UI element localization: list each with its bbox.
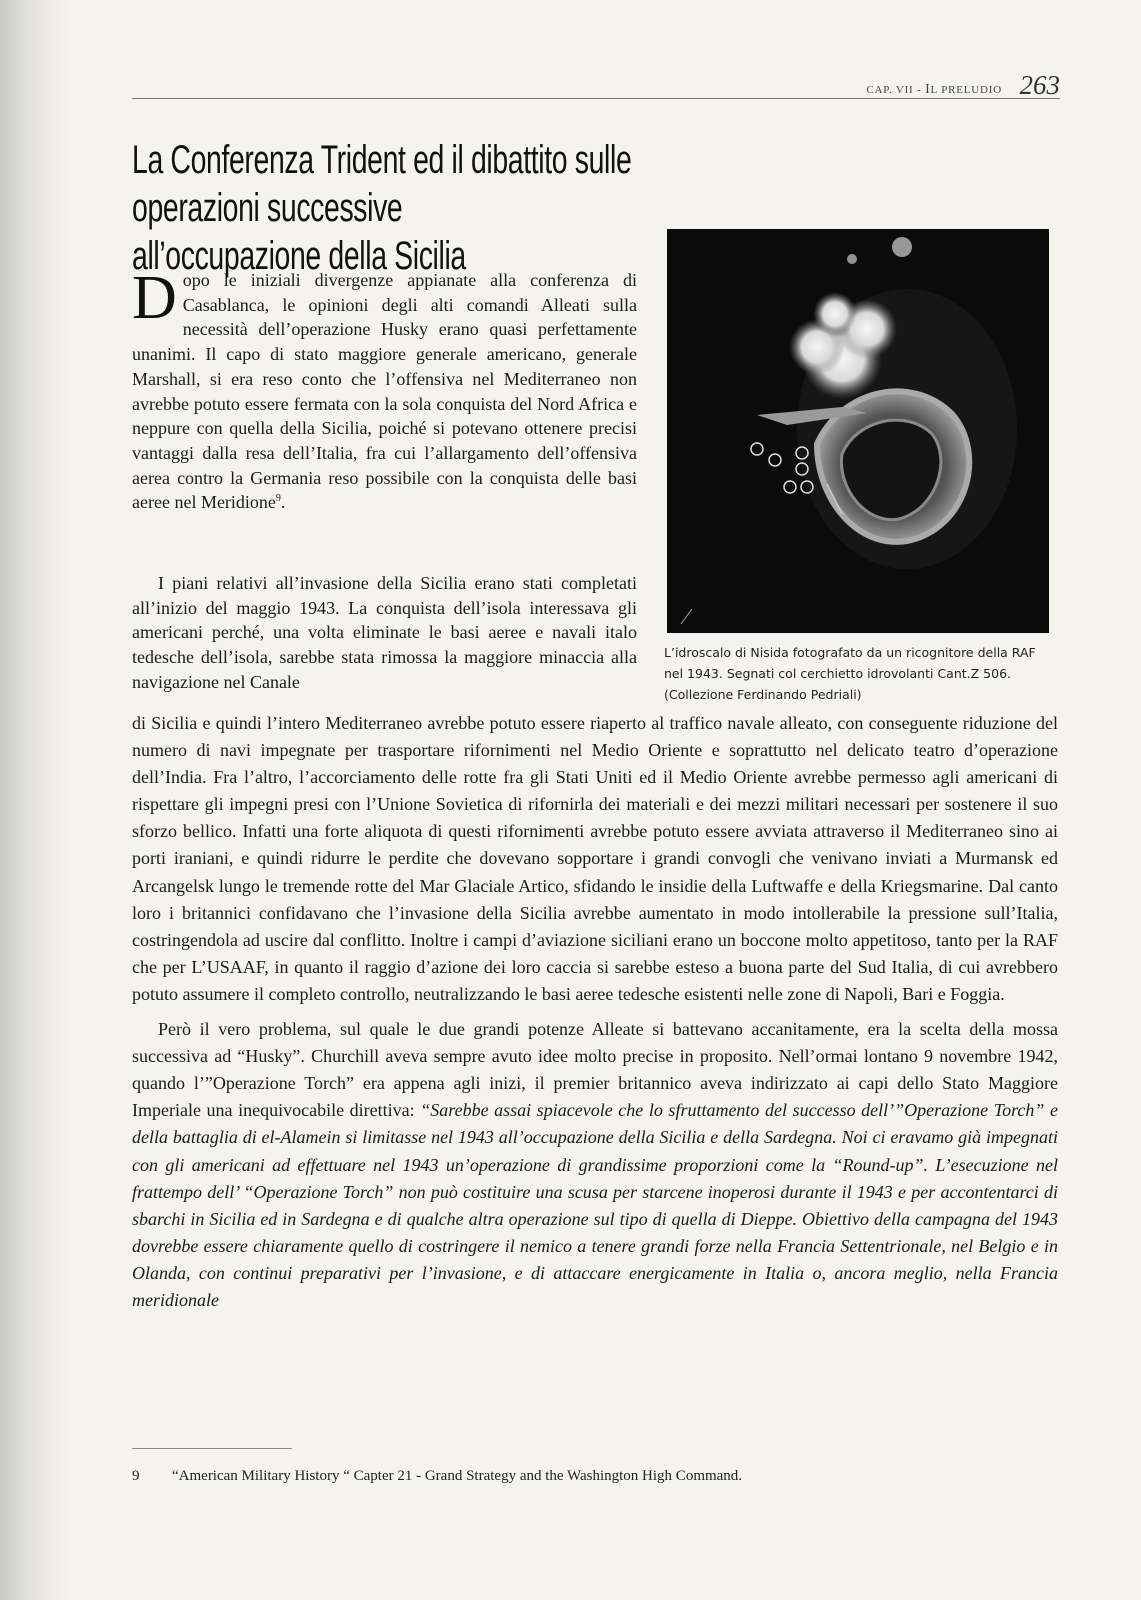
running-head <box>866 82 1002 98</box>
paragraph-1-text: opo le iniziali divergenze appianate alla conferenza di Casablanca, le opinioni degli alti comandi Alleati sulla necessità dell’operazione Husky erano quasi perfettamente unanimi. Il capo di stato maggiore generale americano, generale Marshall, si era reso conto che l’offensiva nel Mediterraneo non avrebbe potuto essere fermata con la sola conquista del Nord Africa e neppure con quella della Sicilia, poiché si potevano ottenere precisi vantaggi dalla resa dell’Italia, fra cui l’allargamento dell’offensiva aerea contro la Germania reso possibile con la conquista delle basi aeree nel Meridione <box>132 270 637 513</box>
footnote-reference: 9 <box>275 493 281 505</box>
page-number: 263 <box>1019 70 1060 100</box>
paragraph-3 <box>132 1016 1058 1314</box>
running-head-title: L PRELUDIO <box>930 84 1002 96</box>
running-head-initial: I <box>925 82 931 97</box>
footnote <box>132 1466 1058 1486</box>
footnote-number: 9 <box>132 1468 140 1484</box>
photo-caption: L’idroscalo di Nisida fotografato da un ricognitore della RAF nel 1943. Segnati col cerchietto idrovolanti Cant.Z 506. (Collezione Ferdinando Pedriali) <box>664 645 1036 702</box>
paragraph-2-continuation: di Sicilia e quindi l’intero Mediterraneo avrebbe potuto essere riaperto al traffico navale alleato, con conseguente riduzione del numero di navi impegnate per trasportare rifornimenti nel Medio Oriente e soprattutto nel delicato teatro d’operazione dell’India. Fra l’altro, l’accorciamento delle rotte fra gli Stati Uniti ed il Medio Oriente avrebbe permesso agli americani di rispettare gli impegni presi con l’Unione Sovietica di rifornirla dei materiali e dei mezzi militari necessari per sostenere il suo sforzo bellico. Infatti una forte aliquota di questi rifornimenti avrebbe potuto essere avviata attraverso il Mediterraneo sino ai porti iraniani, e quindi ridurre le perdite che dovevano sopportare i grandi convogli che venivano inviati a Murmansk ed Arcangelsk lungo le tremende rotte del Mar Glaciale Artico, sfidando le insidie della Luftwaffe e della Kriegsmarine. Dal canto loro i britannici confidavano che l’invasione della Sicilia avrebbe aumentato in modo intollerabile la pressione sull’Italia, costringendola ad uscire dal conflitto. Inoltre i campi d’aviazione siciliani erano un boccone molto appetitoso, tanto per la RAF che per L’USAAF, in quanto il raggio d’azione dei loro caccia si sarebbe esteso a buona parte del Sud Italia, di cui avrebbero potuto assumere il completo controllo, neutralizzando le basi aeree tedesche esistenti nelle zone di Napoli, Bari e Foggia. <box>132 713 1058 1004</box>
page-header <box>132 70 1060 100</box>
paragraph-2-narrow-text: I piani relativi all’invasione della Sicilia erano stati completati all’inizio del maggio 1943. La conquista dell’isola interessava gli americani perché, una volta eliminate le basi aeree e navali italo tedesche dell’isola, sarebbe stata rimossa la maggiore minaccia alla navigazione nel Canale <box>132 573 637 692</box>
churchill-quote: “Sarebbe assai spiacevole che lo sfruttamento del successo dell’”Operazione Torch” e della battaglia di el-Alamein si limitasse nel 1943 all’occupazione della Sicilia e della Sardegna. Noi ci eravamo già impegnati con gli americani ad effettuare nel 1943 un’operazione di grandissime proporzioni come la “Round-up”. L’esecuzione nel frattempo dell’ “Operazione Torch” non può costituire una scusa per starcene inoperosi durante il 1943 e per accontentarci di sbarchi in Sicilia ed in Sardegna e di qualche altra operazione sul tipo di quella di Dieppe. Obiettivo della campagna del 1943 dovrebbe essere chiaramente quello di costringere il nemico a tenere grandi forze nella Francia Settentrionale, nel Belgio e in Olanda, con continui preparativi per l’invasione, e di attaccare energicamente in Italia o, ancora meglio, nella Francia meridionale <box>132 1100 1058 1310</box>
full-width-text <box>132 710 1058 1314</box>
running-head-chapter: CAP. VII - <box>866 84 926 96</box>
opening-paragraph <box>132 264 637 515</box>
paragraph-3-text: Però il vero problema, sul quale le due grandi potenze Alleate si battevano accanitamente, era la scelta della mossa successiva ad “Husky”. Churchill aveva sempre avuto idee molto precise in proposito. Nell’ormai lontano 9 novembre 1942, quando l’”Operazione Torch” era appena agli inizi, il premier britannico aveva indirizzato ai capi dello Stato Maggiore Imperiale una inequivocabile direttiva: <box>132 1019 1058 1121</box>
title-line-1: La Conferenza Trident ed il dibattito sulle operazioni successive <box>132 138 632 230</box>
paragraph-1-end: . <box>280 492 286 513</box>
footnote-text: “American Military History “ Capter 21 - Grand Strategy and the Washington High Command. <box>172 1468 743 1484</box>
aerial-reconnaissance-photo <box>667 229 1049 633</box>
drop-cap: D <box>132 264 177 332</box>
title-line-2: all’occupazione della Sicilia <box>132 234 466 278</box>
footnote-divider <box>132 1448 292 1449</box>
chapter-section-title <box>132 136 757 280</box>
second-paragraph-narrow <box>132 571 637 695</box>
page-spine-shadow <box>0 0 70 1600</box>
